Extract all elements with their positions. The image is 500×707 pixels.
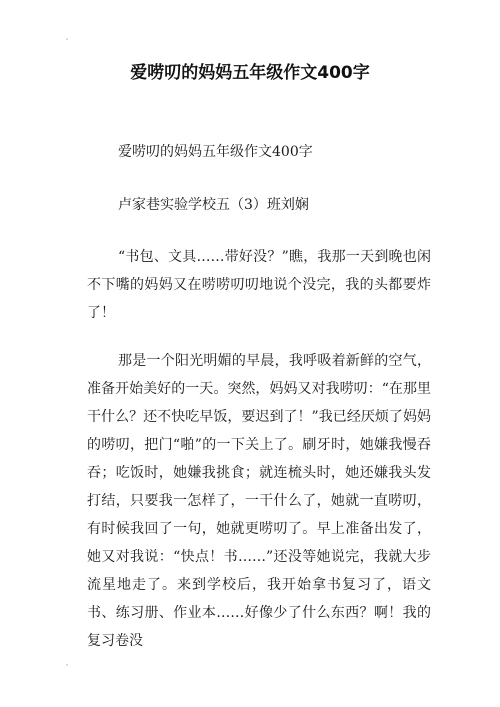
paragraph: 那是一个阳光明媚的早晨，我呼吸着新鲜的空气，准备开始美好的一天。突然，妈妈又对我唠叨：“在那里干什么？还不快吃早饭，要迟到了！”我已经厌烦了妈妈的唠叨，把门“啪”的一下关上了。刷牙时，她嫌我慢吞吞；吃饭时，她嫌我挑食；就连梳头时，她还嫌我头发打结，只要我一怎样了，一干什么了，她就一直唠叨，有时候我回了一句，她就更唠叨了。早上准备出发了，她又对我说：“快点！书……”还没等她说完，我就大步流星地走了。来到学校后，我开始拿书复习了，语文书、练习册、作业本……好像少了什么东西？啊！我的复习卷没 [87,353,431,649]
page-corner-mark [66,38,68,40]
document-title: 爱唠叨的妈妈五年级作文400字 [130,63,370,83]
essay-subtitle: 爱唠叨的妈妈五年级作文400字 [118,144,313,160]
author-line: 卢家巷实验学校五（3）班刘娴 [118,197,309,213]
paragraph: “书包、文具……带好没？”瞧，我那一天到晚也闲不下嘴的妈妈又在唠唠叨叨地说个没完，我的头都要炸了！ [87,249,431,321]
page-corner-mark [66,664,68,666]
